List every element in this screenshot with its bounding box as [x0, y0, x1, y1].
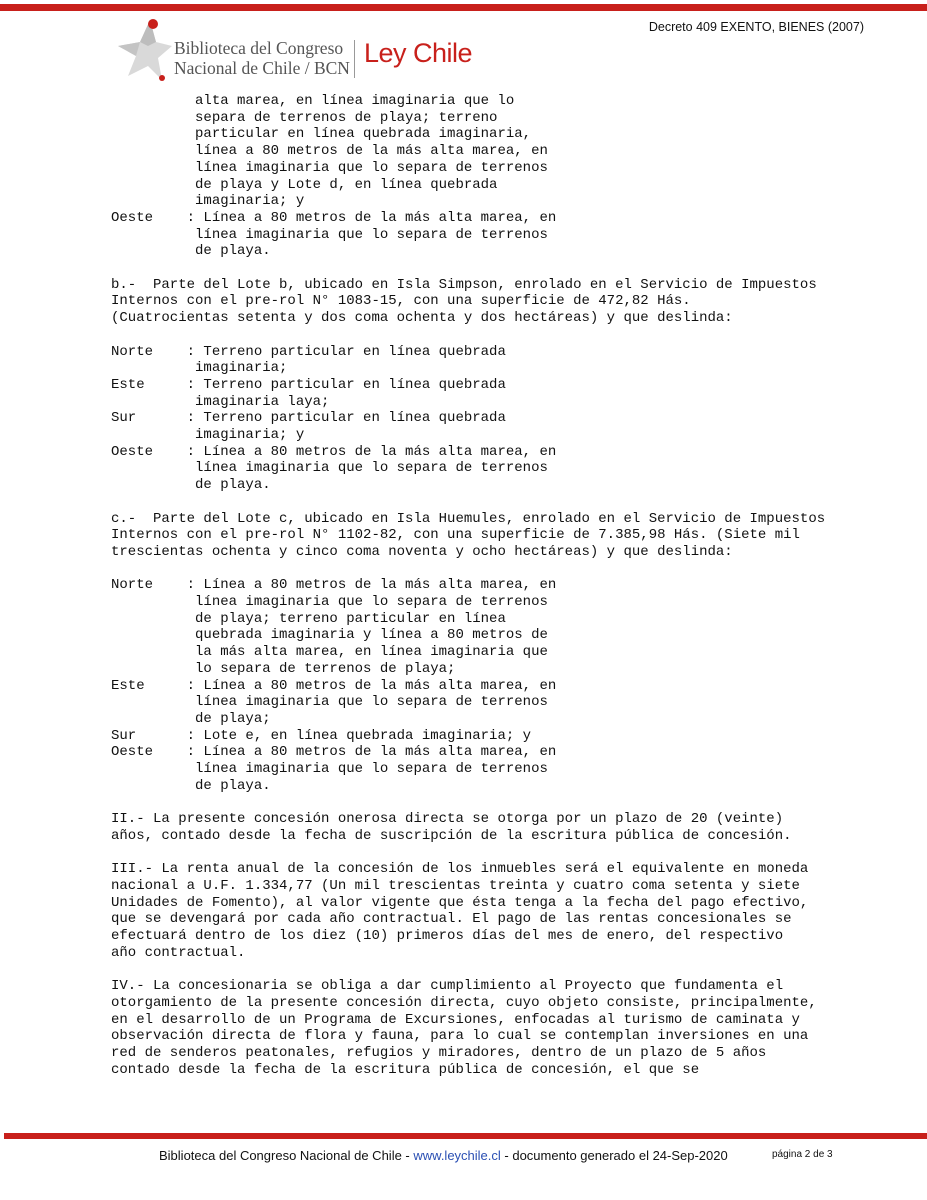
- bcn-star-icon: [112, 16, 174, 86]
- text-block: IV.- La concesionaria se obliga a dar cumplimiento al Proyecto que fundamenta el otorgamiento de la presente concesión directa, cuyo objeto consiste, principalmente, en el desarrollo de un Programa de Excursiones, enfocadas al turismo de caminata y observación directa de flora y fauna, para lo cual se contemplan inversiones en una red de senderos peatonales, refugios y miradores, dentro de un plazo de 5 años contado desde la fecha de la escritura pública de concesión, el que se: [111, 978, 817, 1078]
- text-block: Norte : Terreno particular en línea quebrada imaginaria; Este : Terreno particular en línea quebrada imaginaria laya; Sur : Terreno particular en línea quebrada imaginaria; y Oeste : Línea a 80 metros de la más alta marea, en línea imaginaria que lo separa de terrenos de playa.: [111, 343, 557, 494]
- text-block: c.- Parte del Lote c, ubicado en Isla Huemules, enrolado en el Servicio de Impuestos Internos con el pre-rol N° 1102-82, con una superficie de 7.385,98 Hás. (Siete mil trescientas ochenta y cinco coma noventa y ocho hectáreas) y que deslinda:: [111, 510, 826, 560]
- bcn-leychile-logo[interactable]: [112, 16, 472, 86]
- text-block: b.- Parte del Lote b, ubicado en Isla Simpson, enrolado en el Servicio de Impuestos Internos con el pre-rol N° 1083-15, con una superficie de 472,82 Hás. (Cuatrocientas setenta y dos coma ochenta y dos hectáreas) y que deslinda:: [111, 276, 817, 327]
- document-body: [111, 93, 901, 1078]
- text-block: alta marea, en línea imaginaria que lo separa de terrenos de playa; terreno particular en línea quebrada imaginaria, línea a 80 metros de la más alta marea, en línea imaginaria que lo separa de terrenos de playa y Lote d, en línea quebrada imaginaria; y Oeste : Línea a 80 metros de la más alta marea, en línea imaginaria que lo separa de terrenos de playa.: [111, 93, 557, 260]
- text-block: Norte : Línea a 80 metros de la más alta marea, en línea imaginaria que lo separa de terrenos de playa; terreno particular en línea quebrada imaginaria y línea a 80 metros de la más alta marea, en línea imaginaria que lo separa de terrenos de playa; Este : Línea a 80 metros de la más alta marea, en línea imaginaria que lo separa de terrenos de playa; Sur : Lote e, en línea quebrada imaginaria; y Oeste : Línea a 80 metros de la más alta marea, en línea imaginaria que lo separa de terrenos de playa.: [111, 577, 557, 794]
- leychile-link[interactable]: www.leychile.cl: [413, 1148, 501, 1163]
- paragraph-gap: [111, 260, 901, 277]
- logo-text-line2: Nacional de Chile / BCN: [174, 58, 350, 78]
- paragraph-gap: [111, 561, 901, 578]
- paragraph-gap: [111, 327, 901, 344]
- text-block: II.- La presente concesión onerosa directa se otorga por un plazo de 20 (veinte) años, contado desde la fecha de suscripción de la escritura pública de concesión.: [111, 811, 792, 844]
- paragraph-gap: [111, 494, 901, 511]
- paragraph-gap: [111, 961, 901, 978]
- text-block: III.- La renta anual de la concesión de los inmuebles será el equivalente en moneda nacional a U.F. 1.334,77 (Un mil trescientas treinta y cuatro coma setenta y siete Unidades de Fomento), al valor vigente que ésta tenga a la fecha del pago efectivo, que se devengará por cada año contractual. El pago de las rentas concesionales se efectuará dentro de los diez (10) primeros días del mes de enero, del respectivo año contractual.: [111, 861, 809, 961]
- paragraph-gap: [111, 794, 901, 811]
- footer: [159, 1148, 728, 1163]
- logo-divider: [354, 40, 355, 78]
- footer-prefix: Biblioteca del Congreso Nacional de Chile -: [159, 1148, 414, 1163]
- top-red-rule: [0, 4, 927, 11]
- footer-suffix: - documento generado el 24-Sep-2020: [500, 1148, 728, 1163]
- logo-brand: Ley Chile: [364, 38, 473, 68]
- page-number: página 2 de 3: [772, 1149, 833, 1160]
- document-reference: Decreto 409 EXENTO, BIENES (2007): [648, 20, 864, 34]
- paragraph-gap: [111, 845, 901, 862]
- bottom-red-rule: [4, 1133, 927, 1139]
- logo-text-line1: Biblioteca del Congreso: [174, 38, 344, 58]
